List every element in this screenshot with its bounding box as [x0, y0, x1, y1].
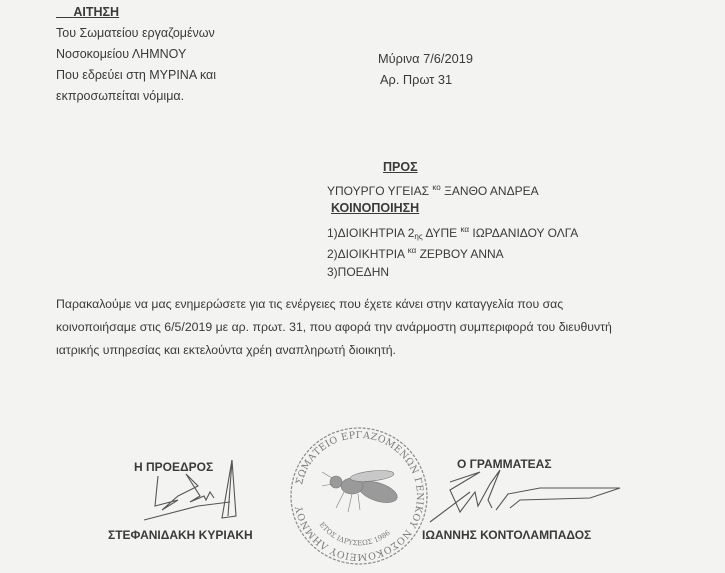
cc-item: 3)ΠΟΕΔΗΝ	[327, 265, 390, 279]
sender-line: Του Σωματείου εργαζομένων	[56, 26, 215, 40]
secretary-role: Ο ΓΡΑΜΜΑΤΕΑΣ	[457, 457, 552, 471]
sender-block	[56, 2, 216, 107]
body-line: Παρακαλούμε να μας ενημερώσετε για τις ενέργειες που έχετε κάνει στην καταγγελία που σας	[56, 297, 564, 311]
president-signature-icon	[138, 458, 248, 530]
secretary-signature-icon	[420, 462, 640, 524]
request-title-text: ΑΙΤΗΣΗ	[73, 5, 120, 19]
body-paragraph	[56, 293, 716, 362]
cc-item: 1)ΔΙΟΙΚΗΤΡΙΑ $2_{\eta\varsigma}$ ΔΥΠΕ $^{\kappa\alpha}$ ΙΩΡΔΑΝΙΔΟΥ ΟΛΓΑ	[327, 225, 579, 241]
cc-label: ΚΟΙΝΟΠΟΙΗΣΗ	[331, 201, 420, 215]
cc-item: 2)ΔΙΟΙΚΗΤΡΙΑ $^{\kappa\alpha}$ ΖΕΡΒΟΥ ΑΝΝΑ	[327, 246, 504, 261]
sender-line: εκπροσωπείται νόμιμα.	[56, 89, 185, 103]
sender-line: Που εδρεύει στη ΜΥΡΙΝΑ και	[56, 68, 217, 82]
to-recipient: ΥΠΟΥΡΓΟ ΥΓΕΙΑΣ $^{\kappa o}$ ΞΑΝΘΟ ΑΝΔΡΕΑ	[327, 183, 539, 198]
president-name: ΣΤΕΦΑΝΙΔΑΚΗ ΚΥΡΙΑΚΗ	[108, 528, 253, 542]
svg-text:ΕΤΟΣ ΙΔΡΥΣΕΩΣ 1986: ΕΤΟΣ ΙΔΡΥΣΕΩΣ 1986	[317, 520, 392, 548]
protocol-number: Αρ. Πρωτ 31	[380, 72, 453, 87]
sender-line: Νοσοκομείου ΛΗΜΝΟΥ	[56, 47, 187, 61]
body-line: ιατρικής υπηρεσίας και εκτελούντα χρέη αναπληρωτή διοικητή.	[56, 343, 396, 357]
secretary-name: ΙΩΑΝΝΗΣ ΚΟΝΤΟΛΑΜΠΑΔΟΣ	[422, 528, 592, 542]
body-line: κοινοποιήσαμε στις 6/5/2019 με αρ. πρωτ. 31, που αφορά την ανάρμοστη συμπεριφορά του διευθυντή	[56, 320, 612, 334]
request-title	[56, 2, 216, 23]
to-label: ΠΡΟΣ	[383, 160, 418, 174]
svg-text:ΣΩΜΑΤΕΙΟ ΕΡΓΑΖΟΜΕΝΩΝ ΓΕΝΙΚΟΥ Ν: ΣΩΜΑΤΕΙΟ ΕΡΓΑΖΟΜΕΝΩΝ ΓΕΝΙΚΟΥ ΝΟΣΟΚΟΜΕΙΟΥ ΛΗΜΝΟΥ	[293, 429, 426, 563]
place-date: Μύρινα 7/6/2019	[378, 51, 473, 66]
president-role: Η ΠΡΟΕΔΡΟΣ	[134, 460, 214, 474]
union-stamp-icon	[288, 424, 430, 569]
